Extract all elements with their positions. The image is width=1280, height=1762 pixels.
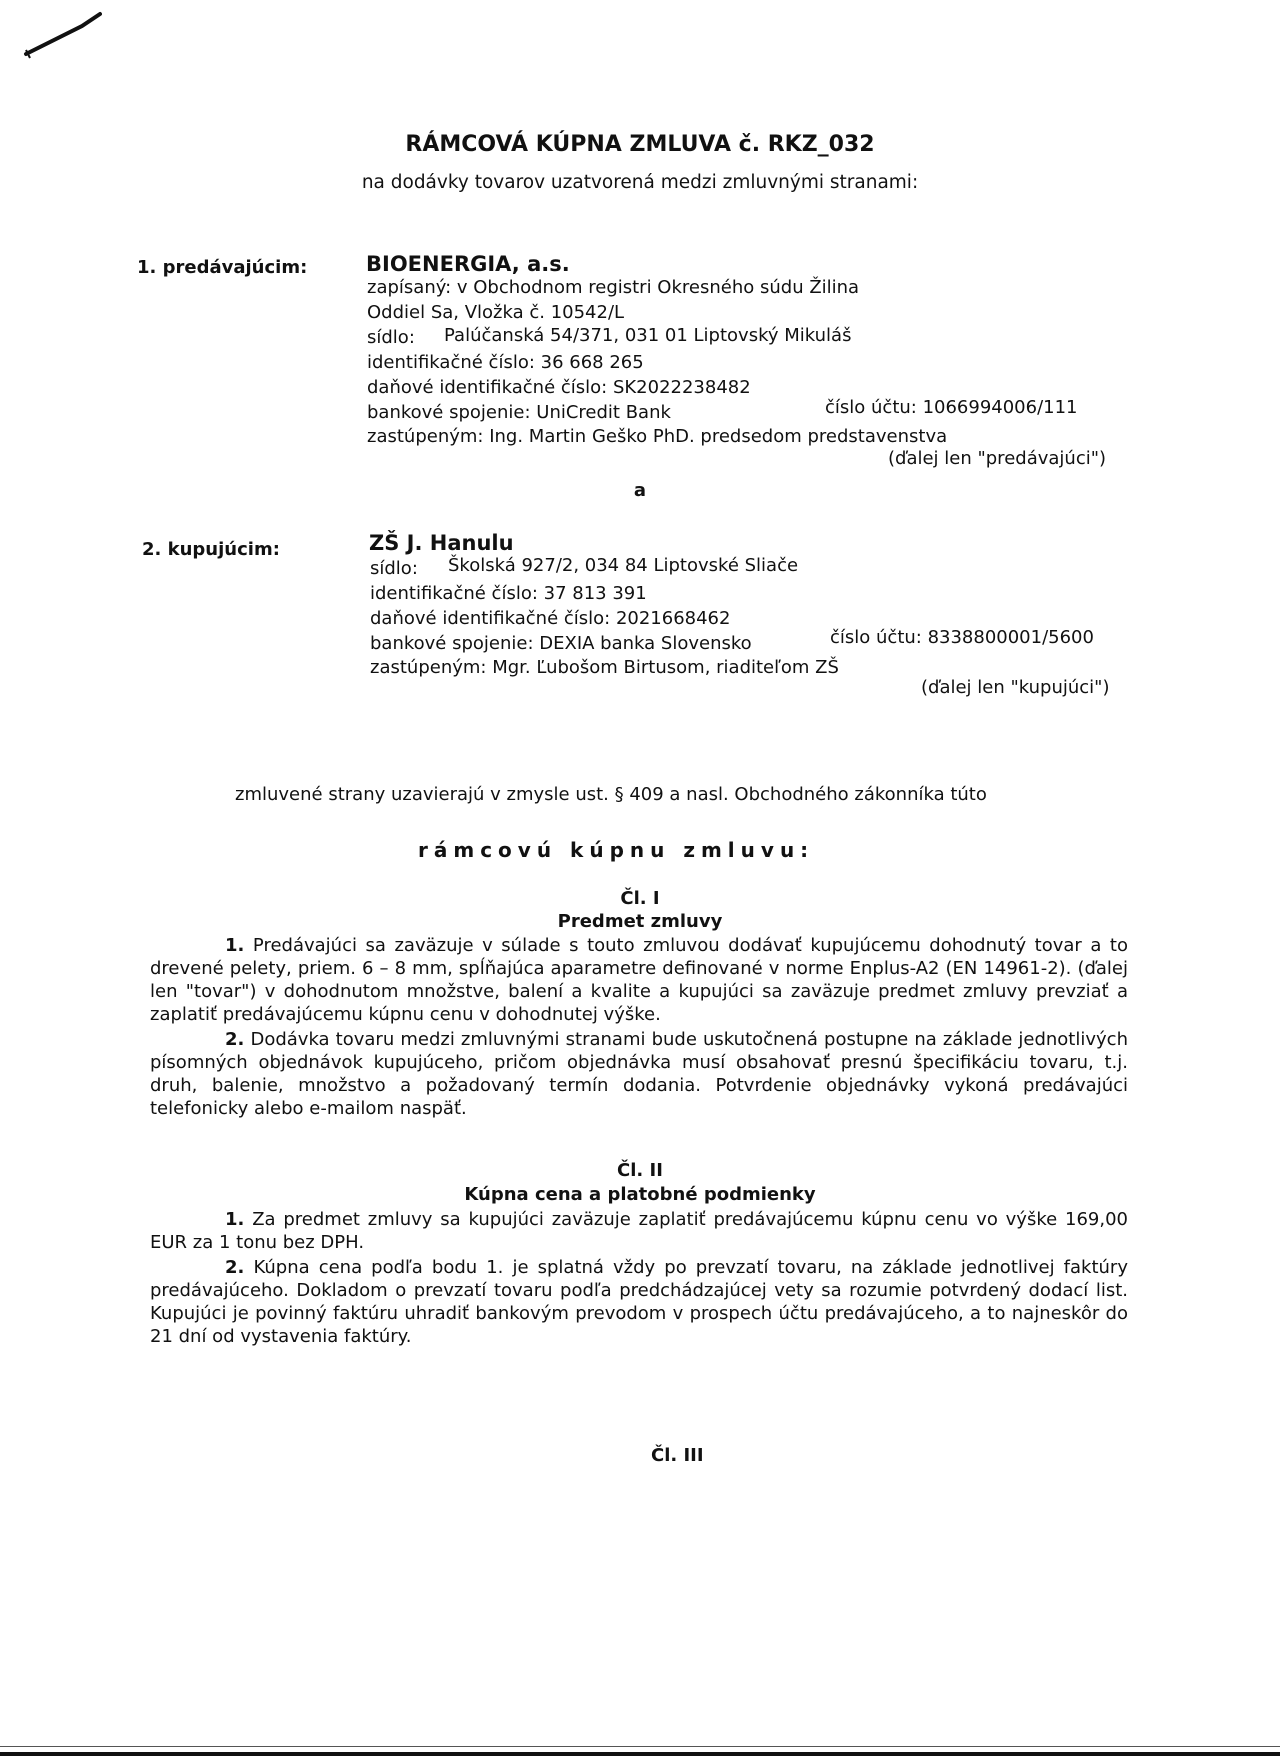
- buyer-account: číslo účtu: 8338800001/5600: [830, 627, 1094, 648]
- contract-title: RÁMCOVÁ KÚPNA ZMLUVA č. RKZ_032: [405, 132, 875, 157]
- article-3-number: Čl. III: [651, 1445, 704, 1466]
- buyer-name: ZŠ J. Hanulu: [369, 531, 514, 555]
- article-2-paragraph-1: [150, 1208, 1128, 1254]
- seller-ico: identifikačné číslo: 36 668 265: [367, 352, 644, 373]
- page-bottom-rule: [0, 1752, 1280, 1756]
- article-2-number: Čl. II: [617, 1160, 663, 1181]
- paragraph-text: Predávajúci sa zaväzuje v súlade s touto zmluvou dodávať kupujúcemu dohodnutý tovar a to drevené pelety, priem. 6 – 8 mm, spĺňajúca aparametre definované v norme Enplus-A2 (EN 14961-2). (ďalej len "tovar") v dohodnutom množstve, balení a kvalite a kupujúci sa zaväzuje predmet zmluvy prevziať a zaplatiť predávajúcemu kúpnu cenu v dohodnutej výške.: [150, 935, 1128, 1025]
- seller-bank: bankové spojenie: UniCredit Bank: [367, 402, 671, 423]
- buyer-represented: zastúpeným: Mgr. Ľubošom Birtusom, riaditeľom ZŠ: [370, 657, 839, 678]
- intro-text: zmluvené strany uzavierajú v zmysle ust. § 409 a nasl. Obchodného zákonníka túto: [235, 784, 987, 805]
- paragraph-text: Dodávka tovaru medzi zmluvnými stranami bude uskutočnená postupne na základe jednotlivých písomných objednávok kupujúceho, pričom objednávka musí obsahovať presnú špecifikáciu tovaru, t.j. druh, balenie, množstvo a požadovaný termín dodania. Potvrdenie objednávky vykoná predávajúci telefonicky alebo e-mailom naspäť.: [150, 1029, 1128, 1119]
- paragraph-number: 2.: [225, 1029, 245, 1050]
- seller-address: Palúčanská 54/371, 031 01 Liptovský Mikuláš: [444, 325, 852, 346]
- seller-name: BIOENERGIA, a.s.: [366, 252, 570, 276]
- article-1-number: Čl. I: [620, 888, 660, 909]
- buyer-address-label: sídlo:: [370, 558, 418, 579]
- article-1-paragraph-2: [150, 1028, 1128, 1120]
- buyer-dic: daňové identifikačné číslo: 2021668462: [370, 608, 731, 629]
- buyer-address: Školská 927/2, 034 84 Liptovské Sliače: [448, 555, 799, 576]
- buyer-bank: bankové spojenie: DEXIA banka Slovensko: [370, 633, 752, 654]
- article-1-paragraph-1: [150, 934, 1128, 1026]
- paragraph-number: 2.: [225, 1257, 245, 1278]
- seller-alias: (ďalej len "predávajúci"): [888, 448, 1107, 469]
- seller-address-label: sídlo:: [367, 327, 415, 348]
- seller-registry: zapísaný: v Obchodnom registri Okresného súdu Žilina: [367, 277, 860, 298]
- conjunction: a: [633, 480, 647, 501]
- buyer-label: 2. kupujúcim:: [142, 539, 280, 560]
- paragraph-number: 1.: [225, 935, 245, 956]
- page-bottom-rule-thin: [0, 1746, 1280, 1747]
- contract-type: rámcovú kúpnu zmluvu:: [418, 838, 815, 862]
- paragraph-text: Kúpna cena podľa bodu 1. je splatná vždy po prevzatí tovaru, na základe jednotlivej faktúry predávajúceho. Dokladom o prevzatí tovaru podľa predchádzajúcej vety sa rozumie potvrdený dodací list. Kupujúci je povinný faktúru uhradiť bankovým prevodom v prospech účtu predávajúceho, a to najneskôr do 21 dní od vystavenia faktúry.: [150, 1257, 1128, 1347]
- article-1-title: Predmet zmluvy: [557, 911, 723, 932]
- buyer-ico: identifikačné číslo: 37 813 391: [370, 583, 647, 604]
- article-2-title: Kúpna cena a platobné podmienky: [464, 1184, 816, 1205]
- seller-represented: zastúpeným: Ing. Martin Geško PhD. predsedom predstavenstva: [367, 426, 948, 447]
- seller-account: číslo účtu: 1066994006/111: [825, 397, 1078, 418]
- paragraph-number: 1.: [225, 1209, 245, 1230]
- contract-subtitle: na dodávky tovarov uzatvorená medzi zmluvnými stranami:: [361, 172, 919, 193]
- paragraph-text: Za predmet zmluvy sa kupujúci zaväzuje zaplatiť predávajúcemu kúpnu cenu vo výške 169,00 EUR za 1 tonu bez DPH.: [150, 1209, 1128, 1253]
- seller-section: Oddiel Sa, Vložka č. 10542/L: [367, 302, 625, 323]
- pen-mark: [22, 10, 102, 60]
- article-2-paragraph-2: [150, 1256, 1128, 1348]
- buyer-alias: (ďalej len "kupujúci"): [921, 677, 1110, 698]
- seller-dic: daňové identifikačné číslo: SK2022238482: [367, 377, 751, 398]
- seller-label: 1. predávajúcim:: [137, 257, 308, 278]
